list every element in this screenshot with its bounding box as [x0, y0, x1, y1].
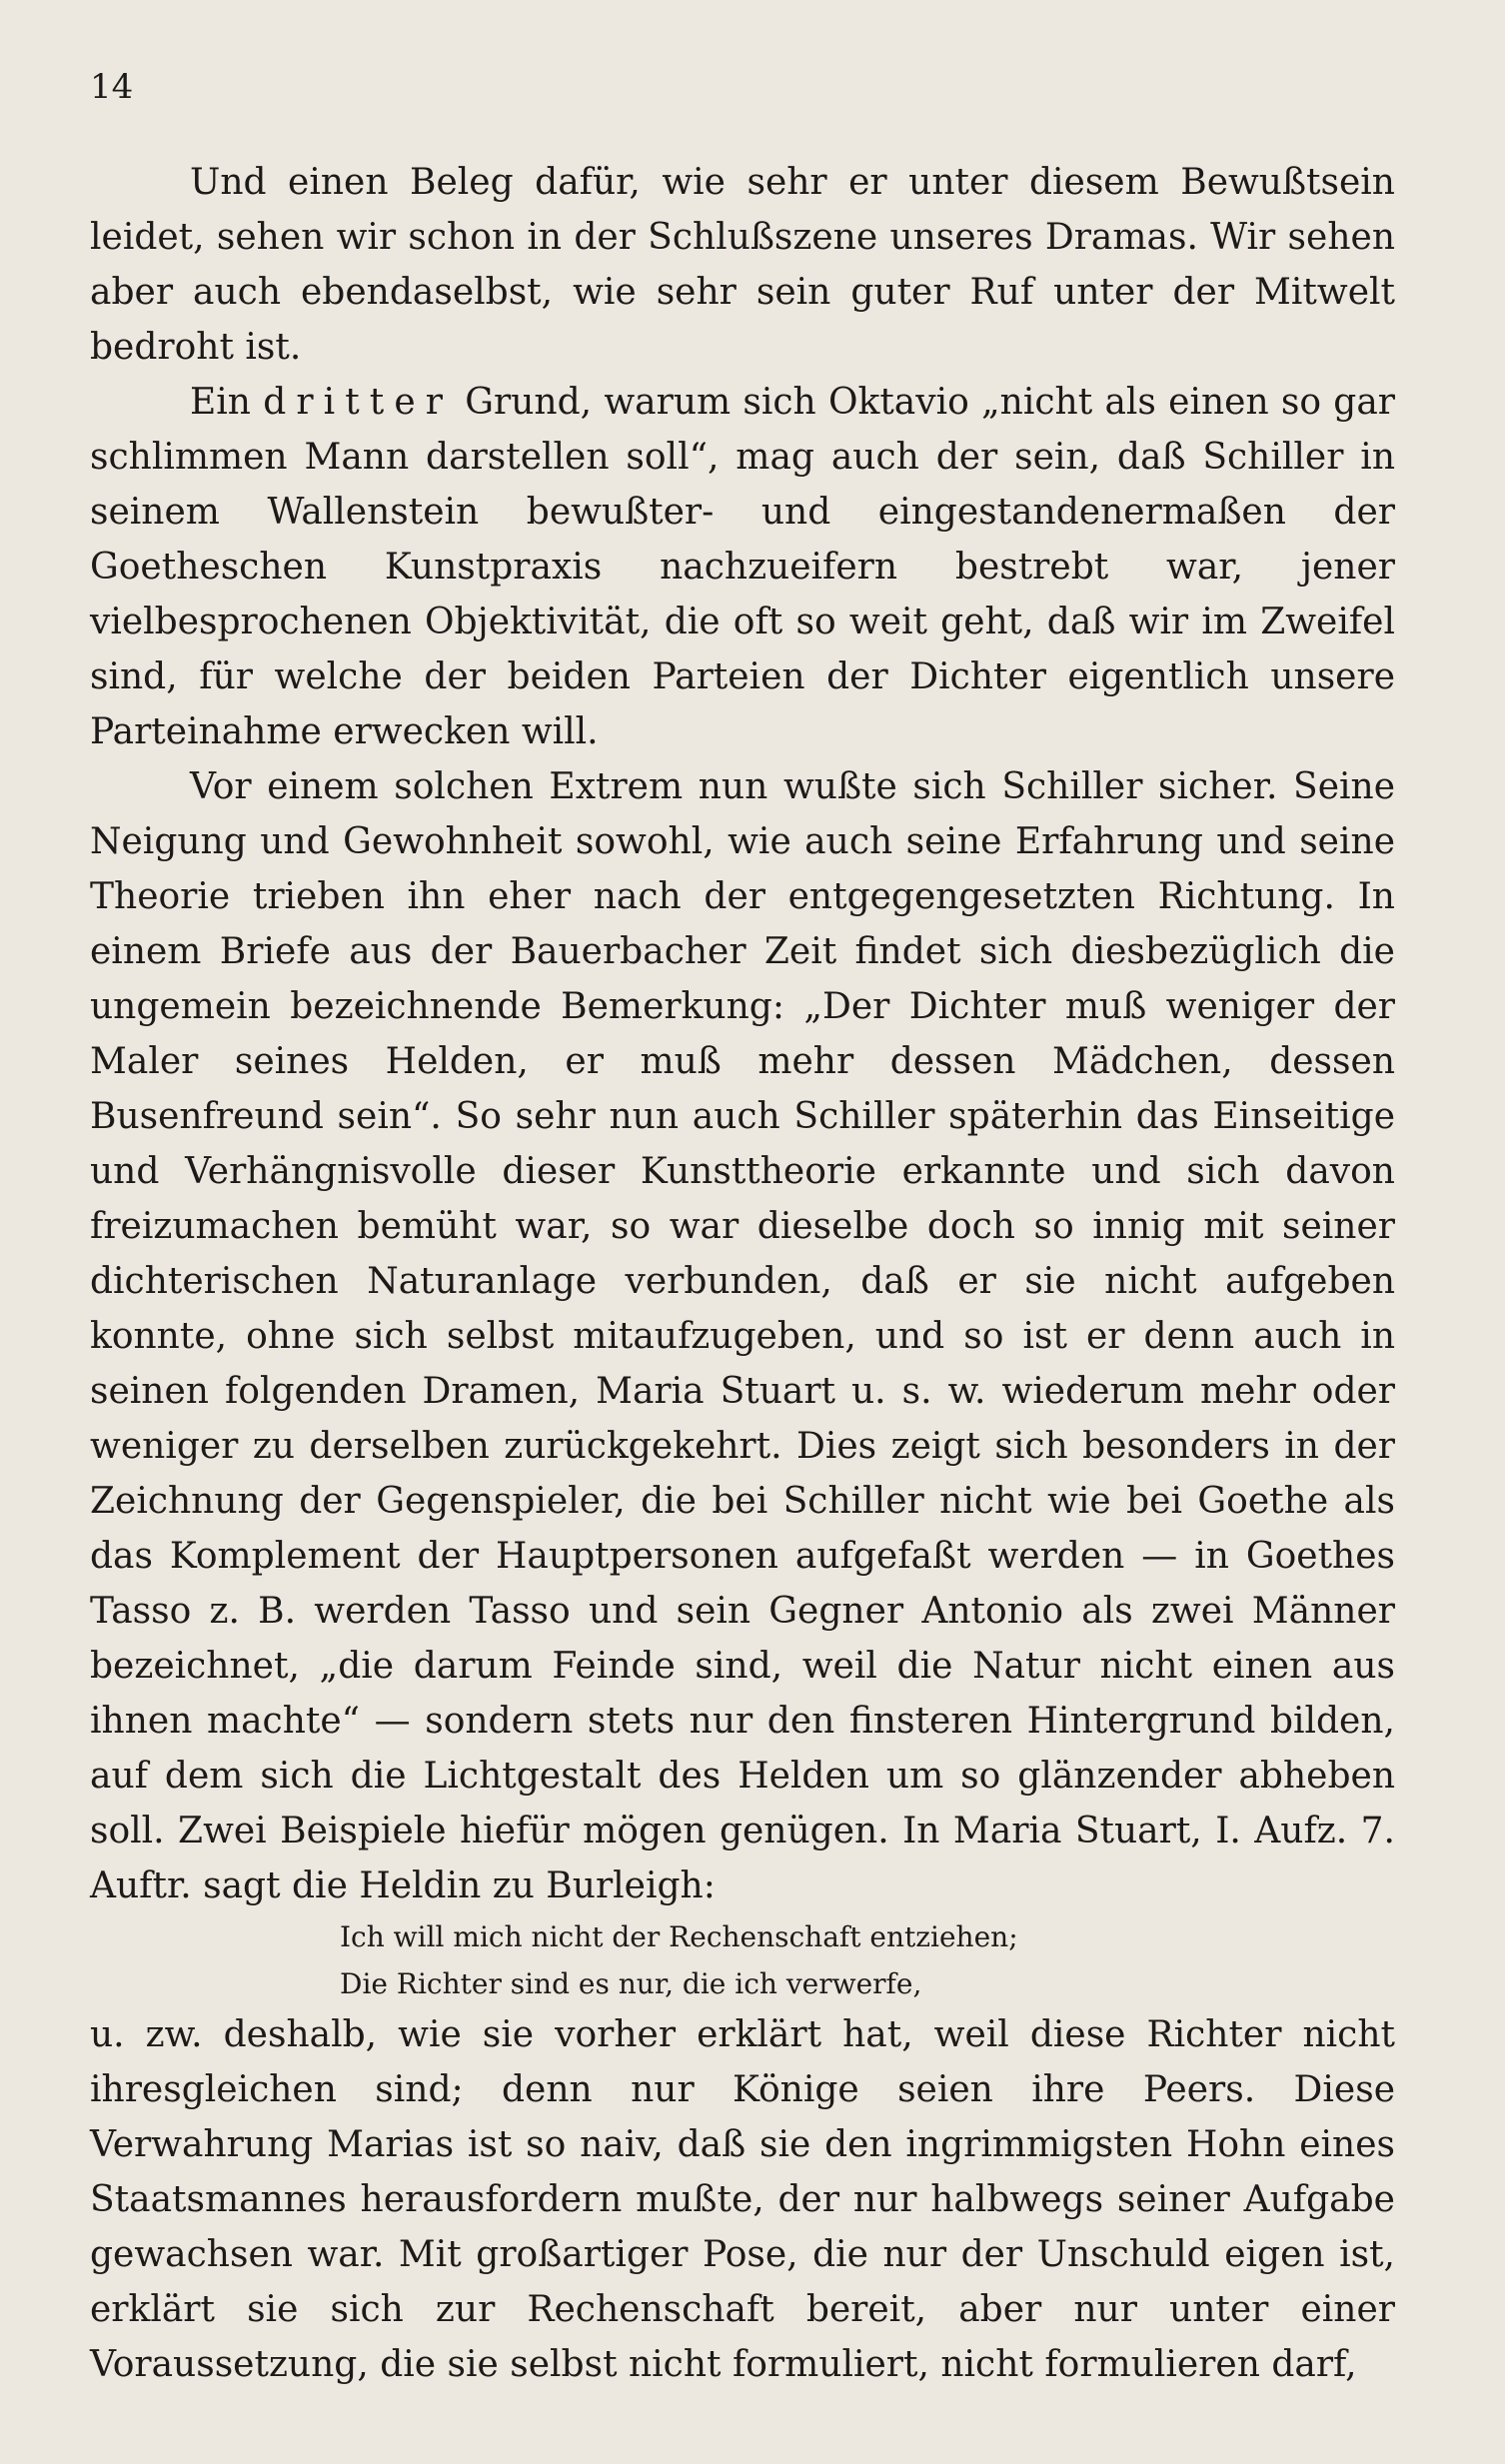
paragraph-2-start: Ein: [190, 382, 264, 423]
paragraph-2: [90, 375, 1395, 759]
paragraph-4: u. zw. deshalb, wie sie vorher erklärt hat, weil diese Richter nicht ihresgleichen sind; denn nur Könige seien ihre Peers. Diese Verwahrung Marias ist so naiv, daß sie den ingrimmigsten Hohn eines Staatsmannes herausfordern mußte, der nur halbwegs seiner Aufgabe gewachsen war. Mit großartiger Pose, die nur der Unschuld eigen ist, erklärt sie sich zur Rechenschaft bereit, aber nur unter einer Voraussetzung, die sie selbst nicht formuliert, nicht formulieren darf,: [90, 2014, 1395, 2385]
paragraph-3: Vor einem solchen Extrem nun wußte sich Schiller sicher. Seine Neigung und Gewohnheit sowohl, wie auch seine Erfahrung und seine Theorie trieben ihn eher nach der entgegengesetzten Richtung. In einem Briefe aus der Bauerbacher Zeit findet sich diesbezüglich die ungemein bezeichnende Bemerkung: „Der Dichter muß weniger der Maler seines Helden, er muß mehr dessen Mädchen, dessen Busenfreund sein“. So sehr nun auch Schiller späterhin das Einseitige und Verhängnisvolle dieser Kunsttheorie erkannte und sich davon freizumachen bemüht war, so war dieselbe doch so innig mit seiner dichterischen Naturanlage verbunden, daß er sie nicht aufgeben konnte, ohne sich selbst mitaufzugeben, und so ist er denn auch in seinen folgenden Dramen, Maria Stuart u. s. w. wiederum mehr oder weniger zu derselben zurückgekehrt. Dies zeigt sich besonders in der Zeichnung der Gegenspieler, die bei Schiller nicht wie bei Goethe als das Komplement der Hauptpersonen aufgefaßt werden — in Goethes Tasso z. B. werden Tasso und sein Gegner Antonio als zwei Männer bezeichnet, „die darum Feinde sind, weil die Natur nicht einen aus ihnen machte“ — sondern stets nur den finsteren Hintergrund bilden, auf dem sich die Lichtgestalt des Helden um so glänzender abheben soll. Zwei Beispiele hiefür mögen genügen. In Maria Stuart, I. Aufz. 7. Auftr. sagt die Heldin zu Burleigh:: [90, 766, 1395, 1906]
verse-quote: [90, 1913, 1395, 2007]
verse-line-2: Die Richter sind es nur, die ich verwerfe,: [340, 1967, 922, 2000]
body-text: [90, 155, 1395, 2392]
paragraph-1: Und einen Beleg dafür, wie sehr er unter diesem Bewußtsein leidet, sehen wir schon in der Schlußszene unseres Dramas. Wir sehen aber auch ebendaselbst, wie sehr sein guter Ruf unter der Mitwelt bedroht ist.: [90, 162, 1395, 368]
emphasized-word: dritter: [263, 382, 454, 423]
page-number: 14: [90, 67, 134, 107]
verse-line-1: Ich will mich nicht der Rechenschaft entziehen;: [340, 1920, 1018, 1953]
paragraph-2-rest: Grund, warum sich Oktavio „nicht als einen so gar schlimmen Mann darstellen soll“, mag auch der sein, daß Schiller in seinem Wallenstein bewußter- und eingestandenermaßen der Goetheschen Kunstpraxis nachzueifern bestrebt war, jener vielbesprochenen Objektivität, die oft so weit geht, daß wir im Zweifel sind, für welche der beiden Parteien der Dichter eigentlich unsere Parteinahme erwecken will.: [90, 382, 1396, 752]
